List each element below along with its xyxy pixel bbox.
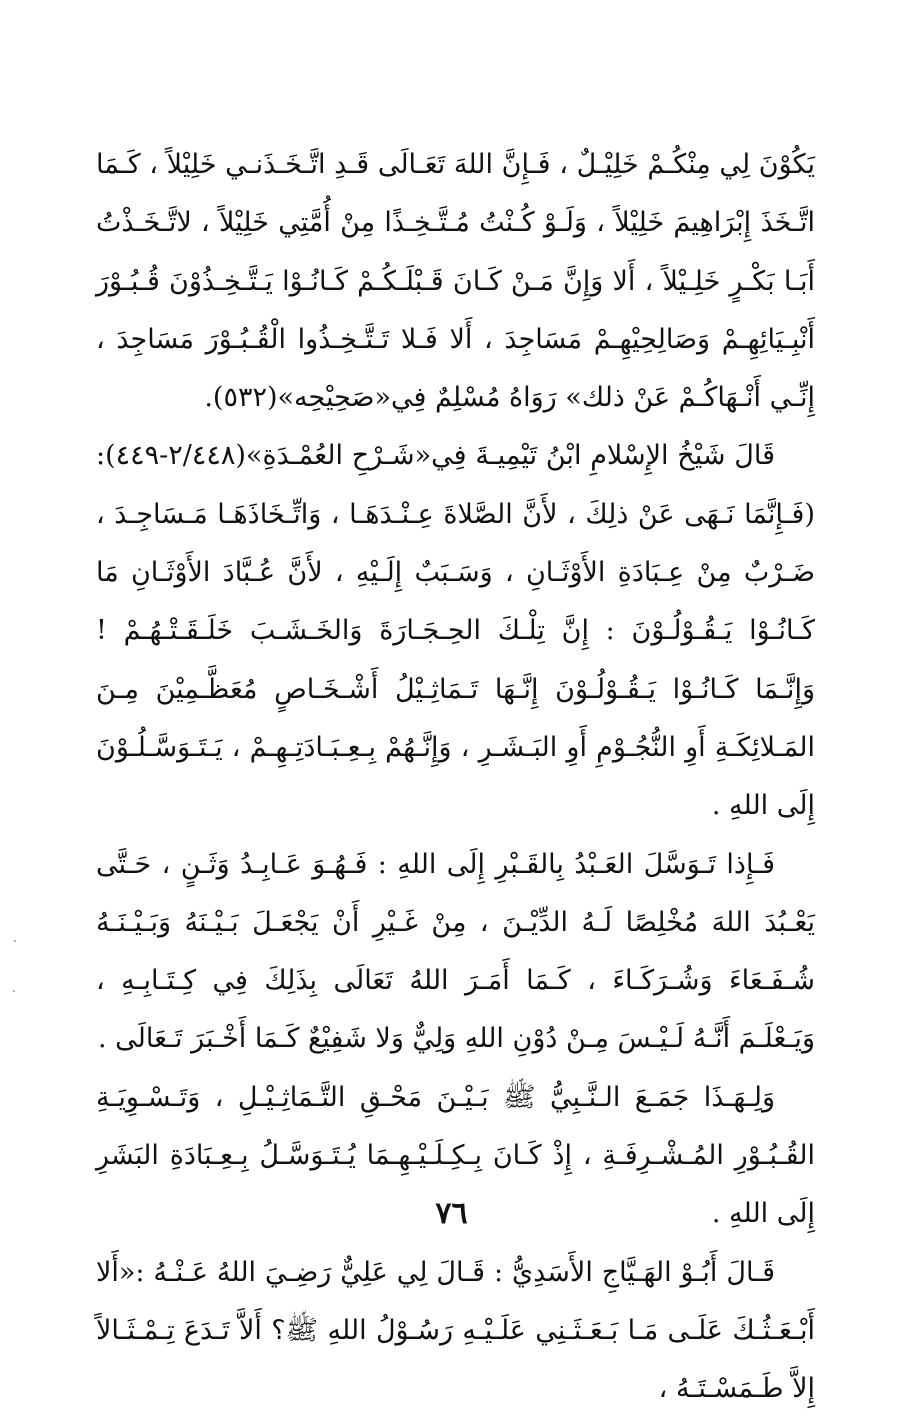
page-number: ٧٦ xyxy=(435,1196,468,1231)
paragraph-tawassul: فَـإِذا تَـوَسَّلَ العَـبْدُ بِالقَـبْرِ إِلَى اللهِ : فَـهُـوَ عَـابِـدُ وَثَـنٍ ، حَـتَّى يَعْـبُدَ اللهَ مُخْلِصًا لَـهُ الدِّيْـنَ ، مِنْ غَـيْرِ أَنْ يَجْعَـلَ بَـيْـنَهُ وَبَـيْـنَـهُ شُـفَـعَاءَ وَشُـرَكَـاءَ ، كَـمَا أَمَـرَ اللهُ تَعَالَى بِذَلِكَ فِي كِـتَـابِـهِ ، وَيَـعْلَـمَ أَنَّـهُ لَـيْـسَ مِـنْ دُوْنِ اللهِ وَلِيٌّ وَلا شَفِيْعٌ كَـمَا أَخْـبَرَ تَـعَالَى . xyxy=(96,848,815,1055)
scan-speck xyxy=(14,940,16,942)
paragraph-hadith: يَكُوْنَ لِي مِنْكُـمْ خَلِيْـلٌ ، فَـإِنَّ اللهَ تَعَـالَى قَـدِ اتَّـخَـذَنـي خَلِيْلاً ، كَـمَا اتَّـخَذَ إِبْرَاهِيمَ خَلِيْلاً ، وَلَـوْ كُـنْتُ مُـتَّـخِـذًا مِنْ أُمَّتِي خَلِيْلاً ، لاتَّـخَـذْتُ أَبَـا بَكْـرٍ خَلِـيْلاً ، أَلا وَإِنَّ مَـنْ كَـانَ قَـبْلَـكُـمْ كَـانُـوْا يَـتَّـخِـذُوْنَ قُـبُـوْرَ أَنْبِـيَائِهِـمْ وَصَالِحِيْهِـمْ مَسَاجِدَ ، أَلا فَـلا تَـتَّـخِـذُوا الْقُـبُـوْرَ مَسَاجِدَ ، إِنِّـي أَنْـهَاكُـمْ عَنْ ذلك» رَوَاهُ مُسْلِمٌ فِي«صَحِيْحِه»(٥٣٢). xyxy=(96,149,815,414)
scan-speck xyxy=(13,990,15,992)
paragraph-prophet-combined: وَلِـهَـذَا جَمَـعَ الـنَّـبِيُّ ﷺ بَـيْـنَ مَحْـقِ التَّـمَاثِـيْـلِ ، وَتَـسْـوِيَـةِ القُـبُـوْرِ المُـشْـرِفَـةِ ، إِذْ كَـانَ بِـكِـلَـيْـهِـمَا يُـتَـوَسَّـلُ بِـعِـبَادَةِ البَشَرِ إِلَى اللهِ . xyxy=(96,1081,815,1230)
paragraph-ibn-taymiyyah-quote: قَالَ شَيْخُ الإِسْلامِ ابْنُ تَيْمِيـةَ فِي«شَـرْحِ العُمْـدَةِ»(٢/٤٤٨-٤٤٩): (فَـإِنَّمَا نَـهَى عَنْ ذلِكَ ، لأَنَّ الصَّلاةَ عِـنْـدَهَـا ، وَاتِّـخَاذَهَـا مَـسَاجِـدَ ، ضَـرْبٌ مِنْ عِـبَادَةِ الأَوْثَـانِ ، وَسَـبَبٌ إِلَـيْهِ ، لأَنَّ عُـبَّادَ الأَوْثَـانِ مَا كَـانُـوْا يَـقُـوْلُـوْنَ : إِنَّ تِلْـكَ الحِـجَـارَةَ وَالخَـشَـبَ خَلَـقَـتْـهُـمْ ! وَإِنَّـمَا كَـانُـوْا يَـقُـوْلُـوْنَ إِنَّـهَا تَـمَاثِـيْلُ أَشْـخَـاصٍ مُعَظَّـمِيْنَ مِـنَ المَـلائِكَـةِ أَوِ النُّجُـوْمِ أَوِ البَـشَـرِ ، وَإِنَّـهُمْ بِـعِـبَـادَتِـهِـمْ ، يَـتَـوَسَّـلُـوْنَ إِلَى اللهِ . xyxy=(96,440,815,822)
paragraph-abul-hayyaj: قَـالَ أَبُـوْ الهَـيَّاجِ الأَسَدِيُّ : قَـالَ لِي عَلِيٌّ رَضِـيَ اللهُ عَـنْـهُ :«أَلا أَبْـعَـثُـكَ عَلَـى مَـا بَـعَـثَـنِي عَلَـيْـهِ رَسُـوْلُ اللهِ ﷺ؟ أَلاَّ تَـدَعَ تِـمْـثَـالاً إِلاَّ طَـمَسْـتَـهُ ، xyxy=(96,1256,815,1405)
